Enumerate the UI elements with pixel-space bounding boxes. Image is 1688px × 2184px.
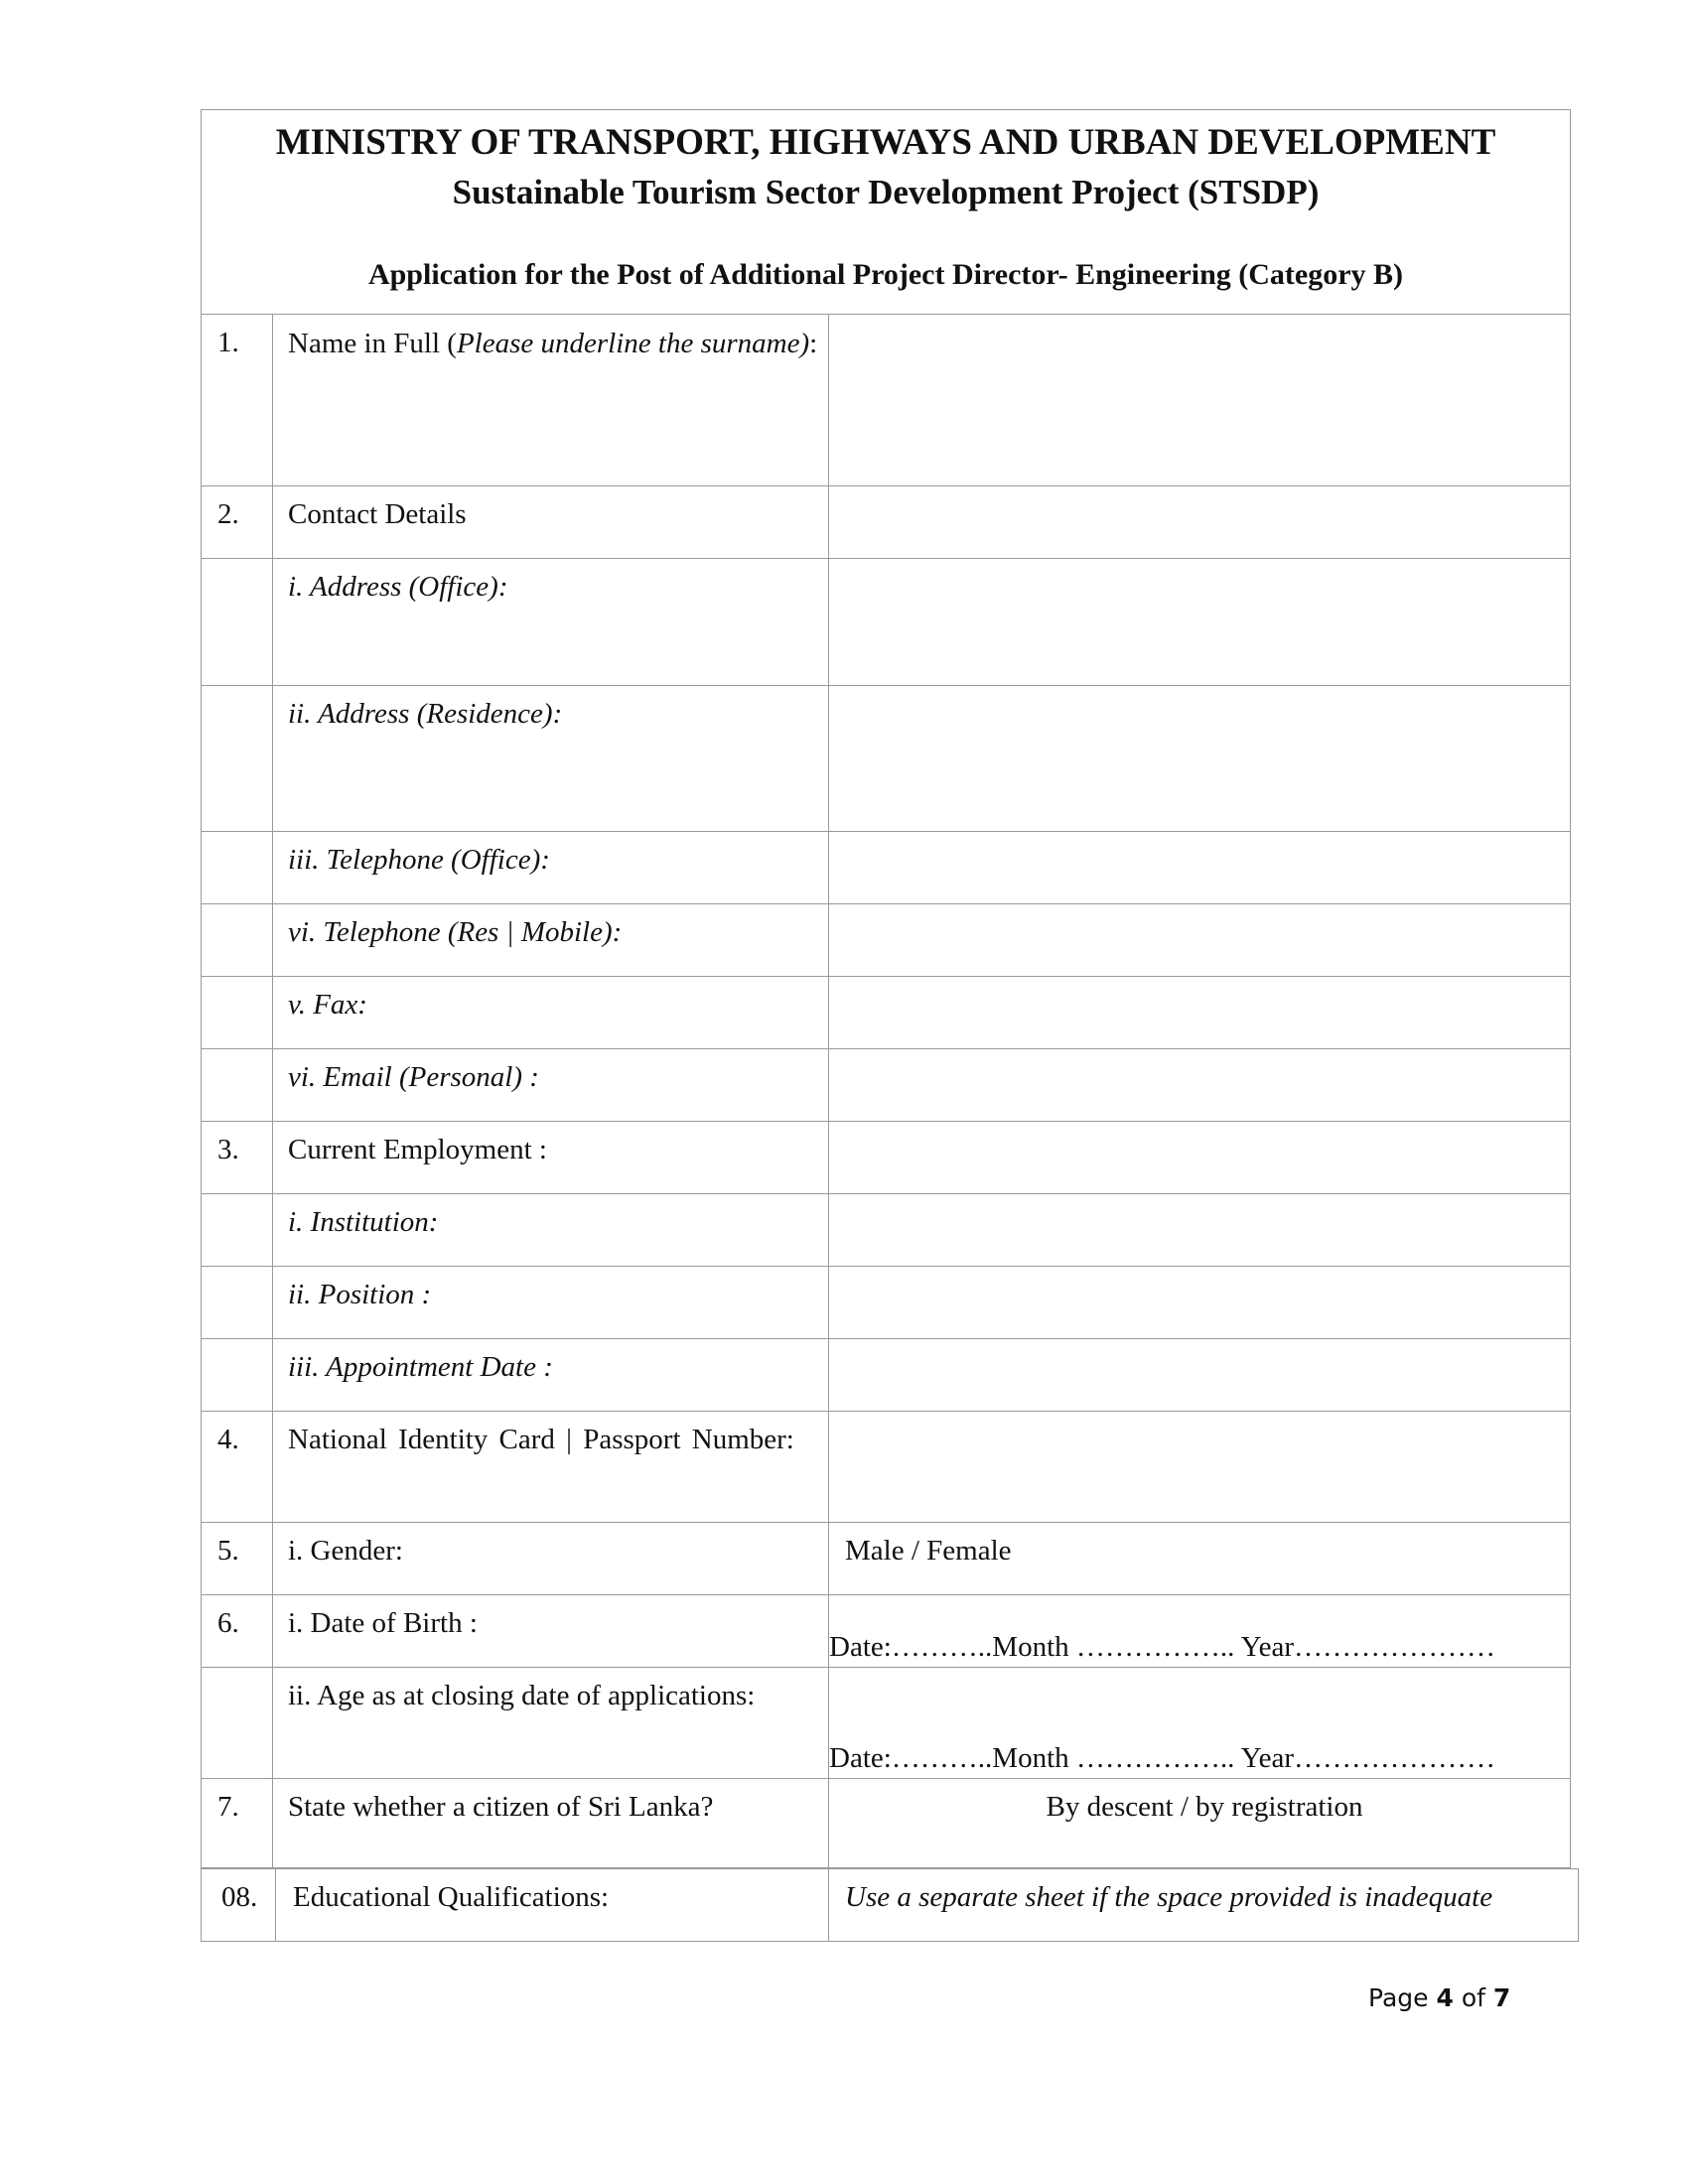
address-office-field[interactable]: [829, 559, 1571, 686]
row-number-empty: [202, 1194, 273, 1267]
education-label: Educational Qualifications:: [276, 1869, 829, 1942]
row-number: 1.: [202, 315, 273, 486]
page-current: 4: [1436, 1983, 1454, 2012]
row-number-empty: [202, 832, 273, 904]
current-employment-label: Current Employment :: [273, 1122, 829, 1194]
date-of-birth-label: i. Date of Birth :: [273, 1595, 829, 1668]
name-label-colon: :: [809, 328, 818, 359]
project-title: Sustainable Tourism Sector Development Project (STSDP): [452, 173, 1320, 211]
email-field[interactable]: [829, 1049, 1571, 1122]
position-label: ii. Position :: [273, 1267, 829, 1339]
page-number: [1368, 1983, 1510, 2012]
page-total: 7: [1492, 1983, 1511, 2012]
name-label-italic: Please underline the surname): [456, 328, 810, 359]
row-nic-passport: [202, 1412, 1571, 1523]
telephone-office-field[interactable]: [829, 832, 1571, 904]
row-number-empty: [202, 559, 273, 686]
row-institution: [202, 1194, 1571, 1267]
row-number: 7.: [202, 1779, 273, 1868]
address-office-label: i. Address (Office):: [273, 559, 829, 686]
appointment-date-label: iii. Appointment Date :: [273, 1339, 829, 1412]
age-label: ii. Age as at closing date of applications:: [273, 1668, 829, 1779]
row-address-office: [202, 559, 1571, 686]
row-number-empty: [202, 904, 273, 977]
row-number-empty: [202, 686, 273, 832]
row-number: 6.: [202, 1595, 273, 1668]
current-employment-field[interactable]: [829, 1122, 1571, 1194]
row-number-empty: [202, 1668, 273, 1779]
row-current-employment: [202, 1122, 1571, 1194]
row-number: 4.: [202, 1412, 273, 1523]
page-of: of: [1461, 1983, 1485, 2012]
form-table: [201, 314, 1571, 1868]
citizenship-label: State whether a citizen of Sri Lanka?: [273, 1779, 829, 1868]
row-number-empty: [202, 1267, 273, 1339]
row-address-residence: [202, 686, 1571, 832]
row-telephone-office: [202, 832, 1571, 904]
row-number: 5.: [202, 1523, 273, 1595]
address-residence-label: ii. Address (Residence):: [273, 686, 829, 832]
application-title: Application for the Post of Additional Project Director- Engineering (Category B): [367, 258, 1404, 291]
institution-field[interactable]: [829, 1194, 1571, 1267]
telephone-office-label: iii. Telephone (Office):: [273, 832, 829, 904]
row-email: [202, 1049, 1571, 1122]
form-header: [201, 109, 1571, 314]
contact-details-field[interactable]: [829, 486, 1571, 559]
appointment-date-field[interactable]: [829, 1339, 1571, 1412]
date-of-birth-line: Date:………..Month …………….. Year…………………: [829, 1631, 1496, 1663]
name-field[interactable]: [829, 315, 1571, 486]
row-telephone-mobile: [202, 904, 1571, 977]
row-age: [202, 1668, 1571, 1779]
education-note: Use a separate sheet if the space provided is inadequate: [829, 1869, 1579, 1942]
telephone-mobile-field[interactable]: [829, 904, 1571, 977]
row-contact: [202, 486, 1571, 559]
row-appointment-date: [202, 1339, 1571, 1412]
contact-details-label: Contact Details: [273, 486, 829, 559]
ministry-title: MINISTRY OF TRANSPORT, HIGHWAYS AND URBAN DEVELOPMENT: [275, 122, 1496, 163]
row-education: [202, 1869, 1579, 1942]
age-line: Date:………..Month …………….. Year…………………: [829, 1742, 1496, 1774]
nic-passport-field[interactable]: [829, 1412, 1571, 1523]
citizenship-options[interactable]: By descent / by registration: [829, 1779, 1571, 1868]
date-of-birth-field[interactable]: [829, 1595, 1571, 1668]
education-table: [201, 1868, 1579, 1942]
fax-label: v. Fax:: [273, 977, 829, 1049]
row-number-empty: [202, 1049, 273, 1122]
application-form: [201, 109, 1571, 1942]
address-residence-field[interactable]: [829, 686, 1571, 832]
row-number: 08.: [202, 1869, 276, 1942]
gender-options[interactable]: Male / Female: [829, 1523, 1571, 1595]
row-name: [202, 315, 1571, 486]
row-number: 2.: [202, 486, 273, 559]
gender-label: i. Gender:: [273, 1523, 829, 1595]
fax-field[interactable]: [829, 977, 1571, 1049]
telephone-mobile-label: vi. Telephone (Res | Mobile):: [273, 904, 829, 977]
nic-passport-label: National Identity Card | Passport Number:: [273, 1412, 829, 1523]
row-gender: [202, 1523, 1571, 1595]
row-number-empty: [202, 977, 273, 1049]
row-citizenship: [202, 1779, 1571, 1868]
row-position: [202, 1267, 1571, 1339]
row-fax: [202, 977, 1571, 1049]
age-field[interactable]: [829, 1668, 1571, 1779]
row-number-empty: [202, 1339, 273, 1412]
row-date-of-birth: [202, 1595, 1571, 1668]
row-number: 3.: [202, 1122, 273, 1194]
page-word: Page: [1368, 1983, 1429, 2012]
institution-label: i. Institution:: [273, 1194, 829, 1267]
name-label-plain: Name in Full (: [288, 328, 457, 359]
position-field[interactable]: [829, 1267, 1571, 1339]
email-label: vi. Email (Personal) :: [273, 1049, 829, 1122]
name-label: [273, 315, 829, 486]
